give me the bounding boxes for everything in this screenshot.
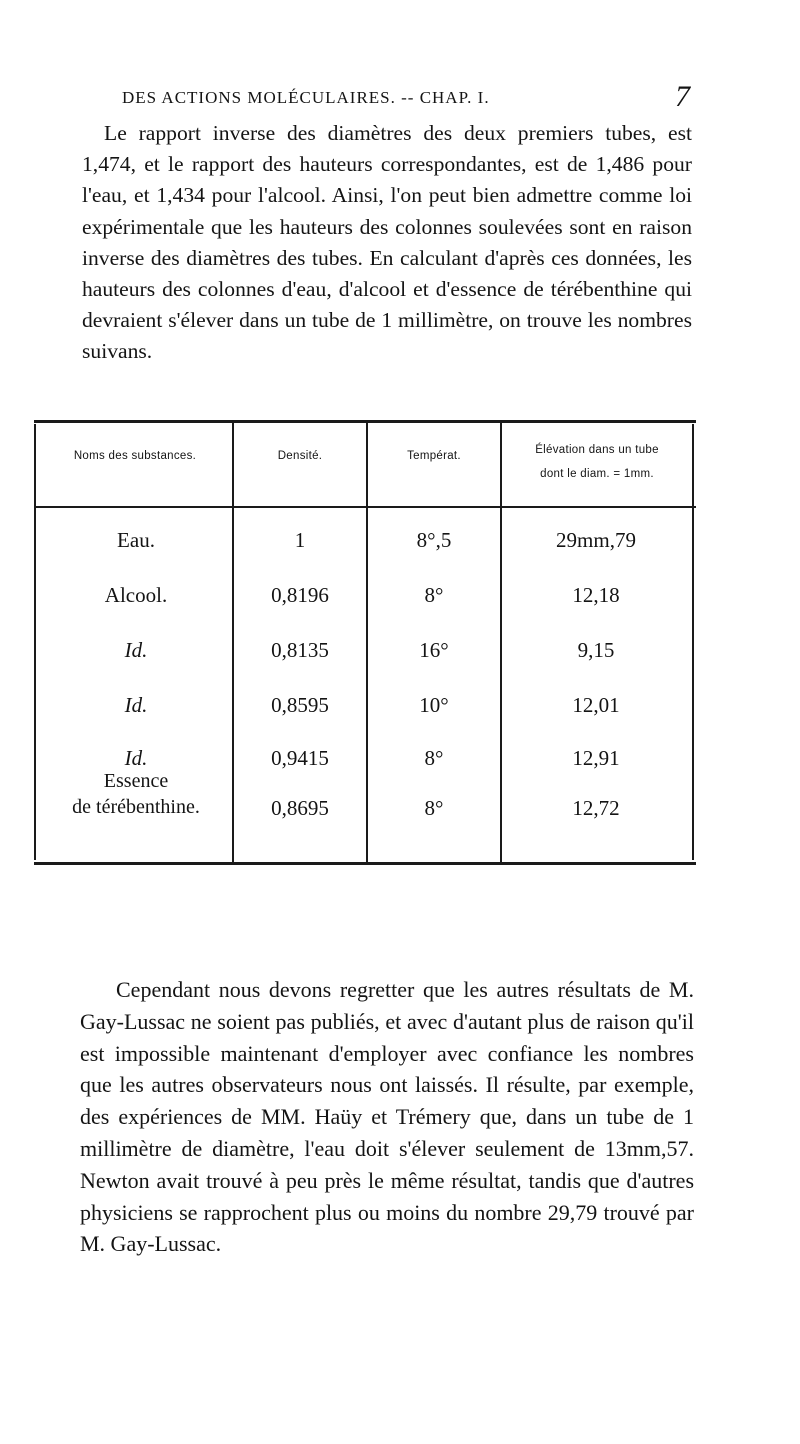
cell-substance: Eau. <box>117 528 155 552</box>
cell-substance: Id. <box>124 746 148 770</box>
cell-temperature: 8° <box>424 796 444 820</box>
data-table <box>34 420 694 866</box>
cell-temperature: 10° <box>419 693 449 717</box>
cell-density: 0,8695 <box>271 796 329 820</box>
cell-substance-line2: de térébenthine. <box>72 796 200 818</box>
cell-density: 0,8595 <box>271 693 329 717</box>
header-elevation-line2: dont le diam. = 1mm. <box>540 468 654 480</box>
cell-temperature: 8°,5 <box>416 528 452 552</box>
header-elevation-line1: Élévation dans un tube <box>535 444 659 456</box>
paragraph-intro: Le rapport inverse des diamètres des deux premiers tubes, est 1,474, et le rapport des hauteurs correspondantes, est de 1,486 pour l'eau, et 1,434 pour l'alcool. Ainsi, l'on peut bien admettre comme loi expérimentale que les hauteurs des colonnes soulevées sont en raison inverse des diamètres des tubes. En calculant d'après ces données, les hauteurs des colonnes d'eau, d'alcool et d'essence de térébenthine qui devraient s'élever dans un tube de 1 millimètre, on trouve les nombres suivans. <box>82 121 692 364</box>
header-temperature: Températ. <box>407 450 461 462</box>
cell-temperature: 8° <box>424 583 444 607</box>
page-number: 7 <box>675 80 690 113</box>
cell-elevation: 12,18 <box>572 583 620 607</box>
cell-temperature: 8° <box>424 746 444 770</box>
cell-substance: Alcool. <box>104 583 168 607</box>
cell-elevation: 12,01 <box>572 693 620 717</box>
table-header-rule <box>34 506 696 508</box>
table-top-rule <box>34 420 696 423</box>
cell-elevation: 12,72 <box>572 796 620 820</box>
header-density: Densité. <box>277 450 323 462</box>
table-right-border <box>692 424 694 860</box>
cell-density: 0,8196 <box>271 583 329 607</box>
cell-density: 0,8135 <box>271 638 329 662</box>
cell-density: 0,9415 <box>271 746 329 770</box>
cell-substance: Id. <box>124 693 148 717</box>
header-elevation <box>502 438 692 486</box>
cell-temperature: 16° <box>419 638 449 662</box>
header-name: Noms des substances. <box>73 450 197 462</box>
table-left-border <box>34 424 36 860</box>
running-head <box>122 80 690 113</box>
cell-substance-line1: Essence <box>103 770 169 792</box>
cell-elevation: 12,91 <box>572 746 620 770</box>
paragraph-discussion: Cependant nous devons regretter que les autres résultats de M. Gay-Lussac ne soient pas publiés, et avec d'autant plus de raison qu'il est impossible maintenant d'employer avec confiance les nombres que les autres observateurs nous ont laissés. Il résulte, par exemple, des expériences de MM. Haüy et Trémery que, dans un tube de 1 millimètre de diamètre, l'eau doit s'élever seulement de 13mm,57. Newton avait trouvé à peu près le même résultat, tandis que d'autres physiciens se rapprochent plus ou moins du nombre 29,79 trouvé par M. Gay-Lussac. <box>80 977 694 1257</box>
cell-elevation: 29mm,79 <box>556 528 636 552</box>
cell-elevation: 9,15 <box>577 638 615 662</box>
cell-substance: Id. <box>124 638 148 662</box>
running-title: DES ACTIONS MOLÉCULAIRES. -- CHAP. I. <box>122 88 490 107</box>
cell-density: 1 <box>294 528 306 552</box>
table-bottom-rule <box>34 862 696 865</box>
